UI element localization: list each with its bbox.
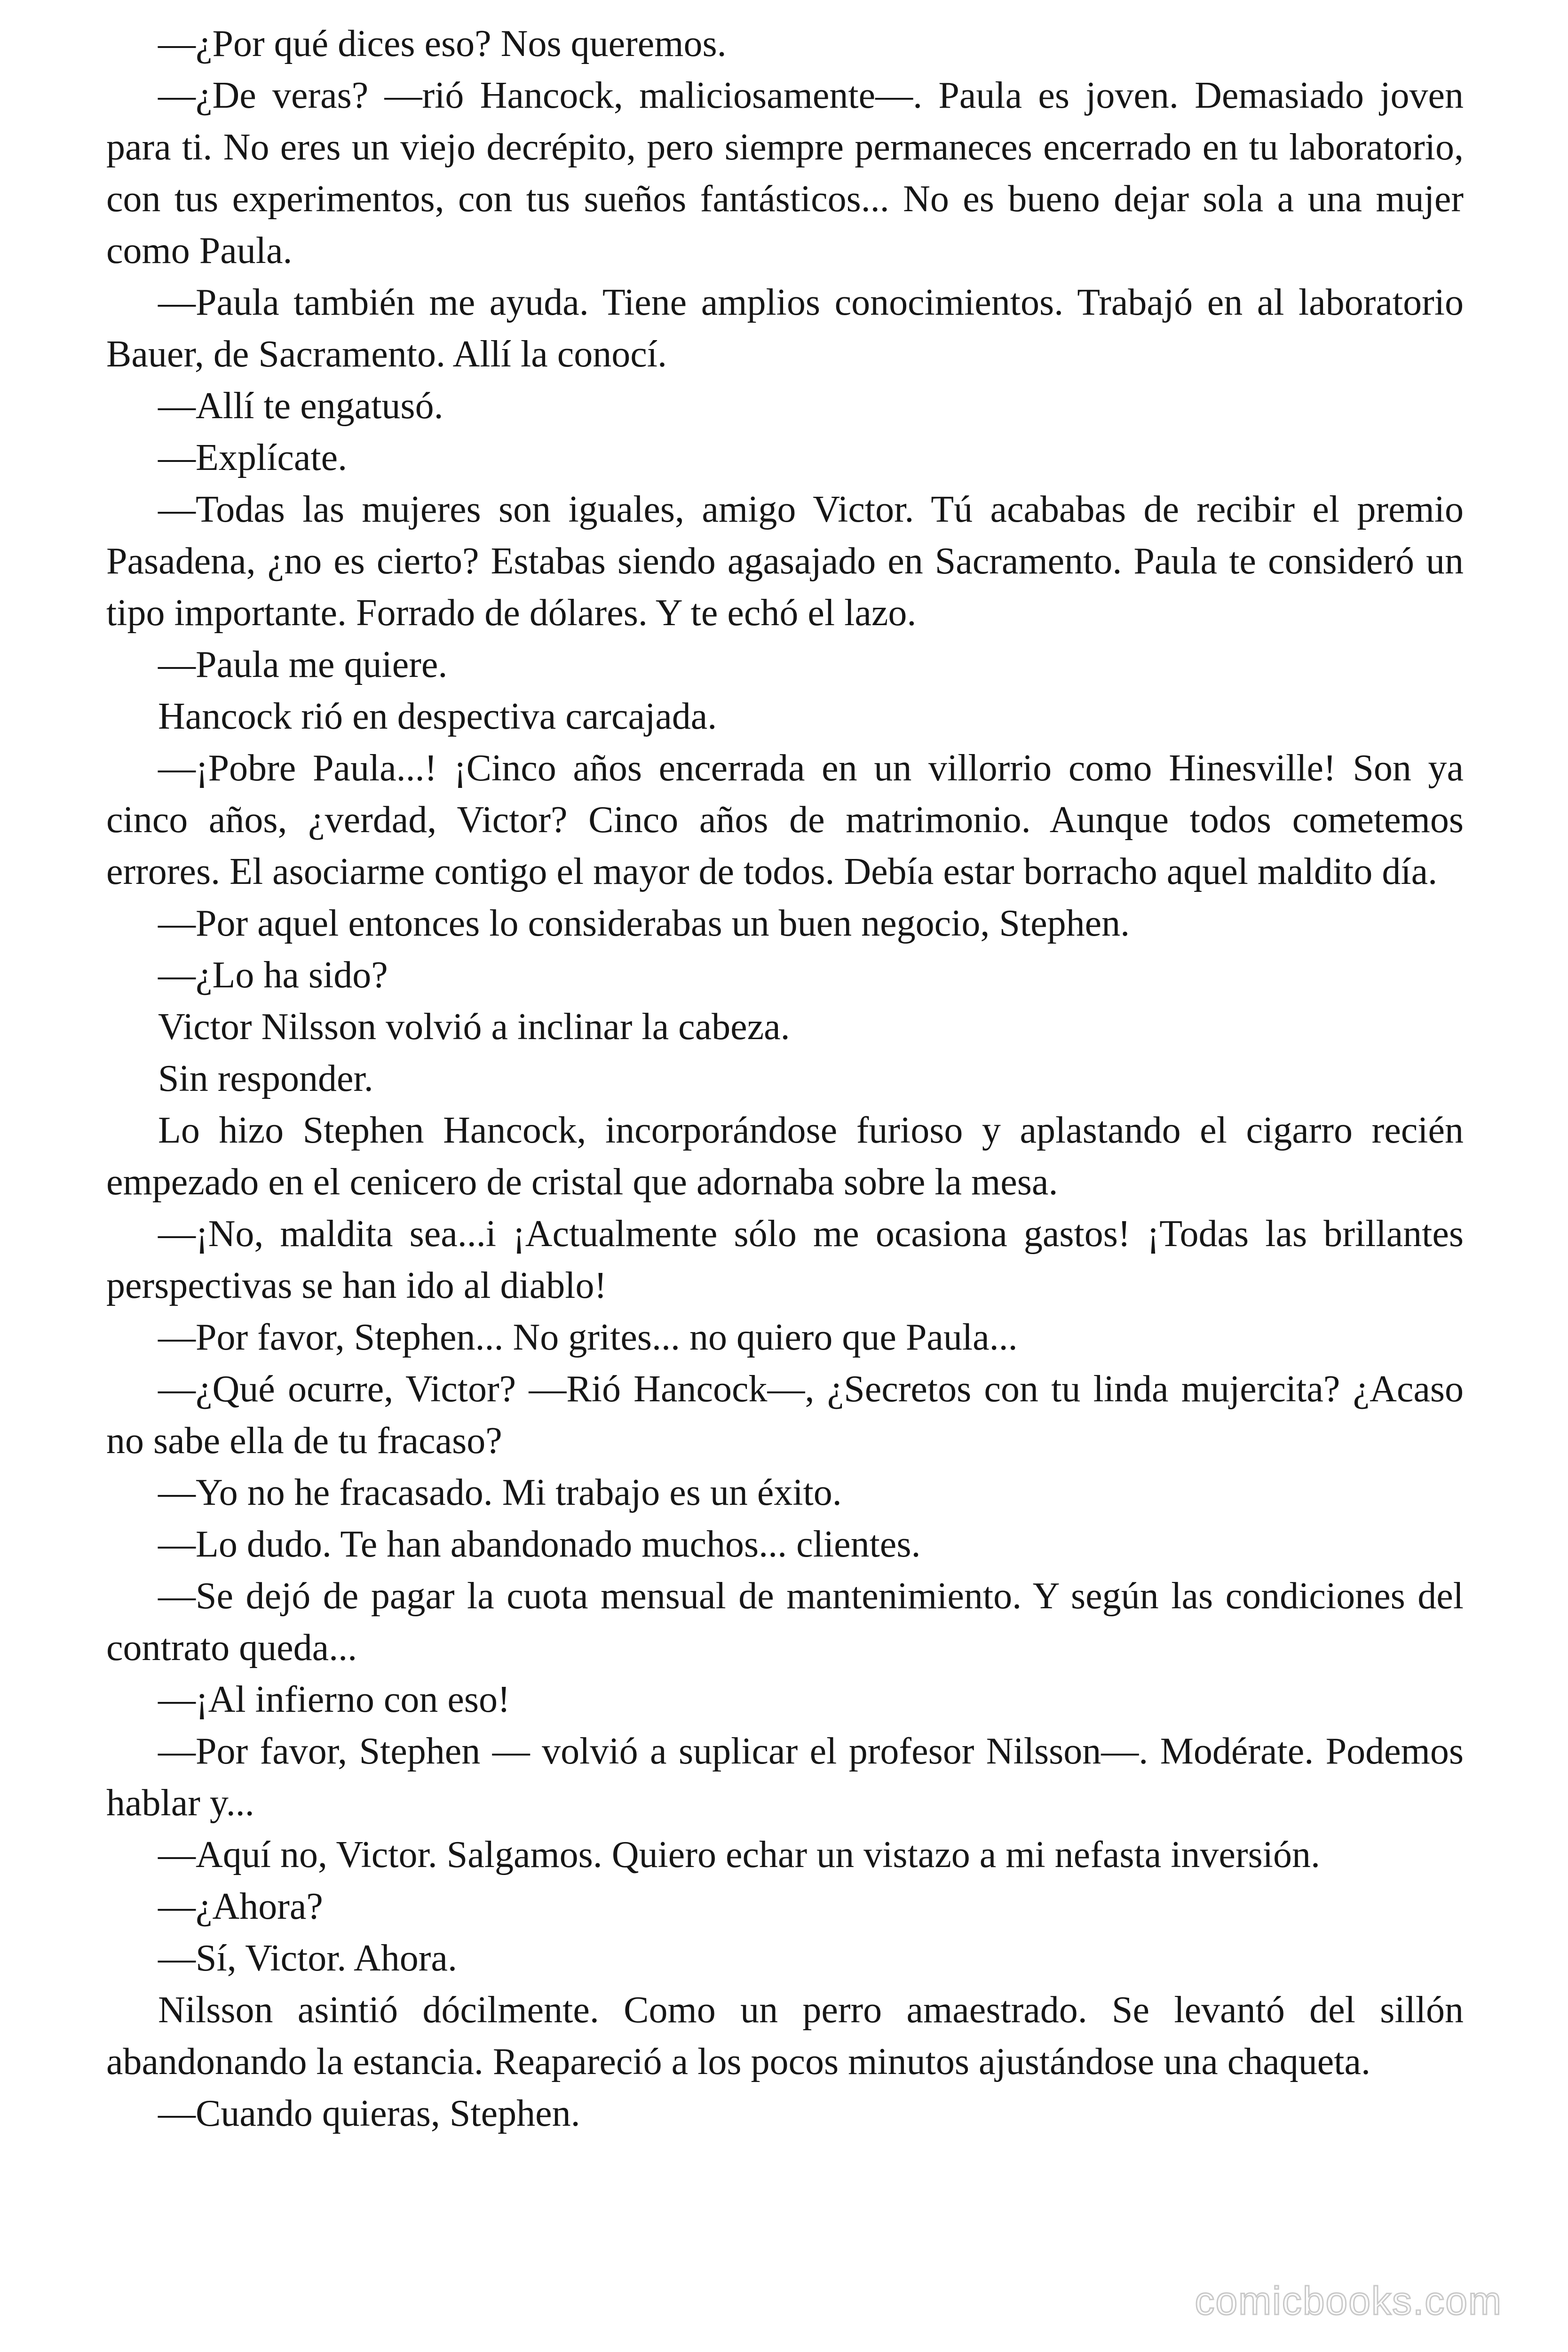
paragraph: —Sí, Victor. Ahora. — [158, 1938, 457, 1979]
paragraph: —¿Ahora? — [158, 1886, 323, 1927]
paragraph: —Todas las mujeres son iguales, amigo Victor. Tú acababas de recibir el premio Pasadena, ¿no es cierto? Estabas siendo agasajado en Sacramento. Paula te consideró un tipo importante. Forrado de dólares. Y te echó el lazo. — [106, 489, 1464, 634]
paragraph: Hancock rió en despectiva carcajada. — [158, 696, 717, 737]
paragraph: —Paula me quiere. — [158, 644, 448, 685]
paragraph: —¿Lo ha sido? — [158, 954, 388, 996]
paragraph: Lo hizo Stephen Hancock, incorporándose furioso y aplastando el cigarro recién empezado en el cenicero de cristal que adornaba sobre la mesa. — [106, 1110, 1464, 1203]
paragraph: —Por favor, Stephen — volvió a suplicar el profesor Nilsson—. Modérate. Podemos hablar y... — [106, 1731, 1464, 1824]
paragraph: Nilsson asintió dócilmente. Como un perro amaestrado. Se levantó del sillón abandonando la estancia. Reapareció a los pocos minutos ajustándose una chaqueta. — [106, 1989, 1464, 2082]
paragraph: —¿Por qué dices eso? Nos queremos. — [158, 23, 727, 64]
watermark: comicbooks.com — [1195, 2279, 1502, 2323]
paragraph: —¡Pobre Paula...! ¡Cinco años encerrada en un villorrio como Hinesville! Son ya cinco años, ¿verdad, Victor? Cinco años de matrimonio. Aunque todos cometemos errores. El asociarme contigo el mayor de todos. Debía estar borracho aquel maldito día. — [106, 747, 1464, 892]
paragraph: —Explícate. — [158, 437, 348, 478]
paragraph: —Se dejó de pagar la cuota mensual de mantenimiento. Y según las condiciones del contrato queda... — [106, 1575, 1464, 1669]
paragraph: Victor Nilsson volvió a inclinar la cabeza. — [158, 1006, 790, 1048]
paragraph: —¿De veras? —rió Hancock, maliciosamente—. Paula es joven. Demasiado joven para ti. No eres un viejo decrépito, pero siempre permaneces encerrado en tu laboratorio, con tus experimentos, con tus sueños fantásticos... No es bueno dejar sola a una mujer como Paula. — [106, 75, 1464, 271]
paragraph: —Allí te engatusó. — [158, 385, 443, 427]
paragraph: Sin responder. — [158, 1058, 373, 1099]
paragraph: —Paula también me ayuda. Tiene amplios conocimientos. Trabajó en al laboratorio Bauer, de Sacramento. Allí la conocí. — [106, 282, 1464, 375]
paragraph: —¡Al infierno con eso! — [158, 1679, 510, 1720]
paragraph: —¿Qué ocurre, Victor? —Rió Hancock—, ¿Secretos con tu linda mujercita? ¿Acaso no sabe ella de tu fracaso? — [106, 1368, 1464, 1462]
paragraph: —Yo no he fracasado. Mi trabajo es un éxito. — [158, 1472, 842, 1513]
paragraph: —Aquí no, Victor. Salgamos. Quiero echar un vistazo a mi nefasta inversión. — [158, 1834, 1320, 1875]
paragraph: —Cuando quieras, Stephen. — [158, 2093, 580, 2134]
paragraph: —Por aquel entonces lo considerabas un buen negocio, Stephen. — [158, 903, 1130, 944]
paragraph: —¡No, maldita sea...i ¡Actualmente sólo me ocasiona gastos! ¡Todas las brillantes perspectivas se han ido al diablo! — [106, 1213, 1464, 1306]
paragraph: —Lo dudo. Te han abandonado muchos... clientes. — [158, 1524, 921, 1565]
paragraph: —Por favor, Stephen... No grites... no quiero que Paula... — [158, 1317, 1018, 1358]
page-body — [106, 18, 1464, 2139]
